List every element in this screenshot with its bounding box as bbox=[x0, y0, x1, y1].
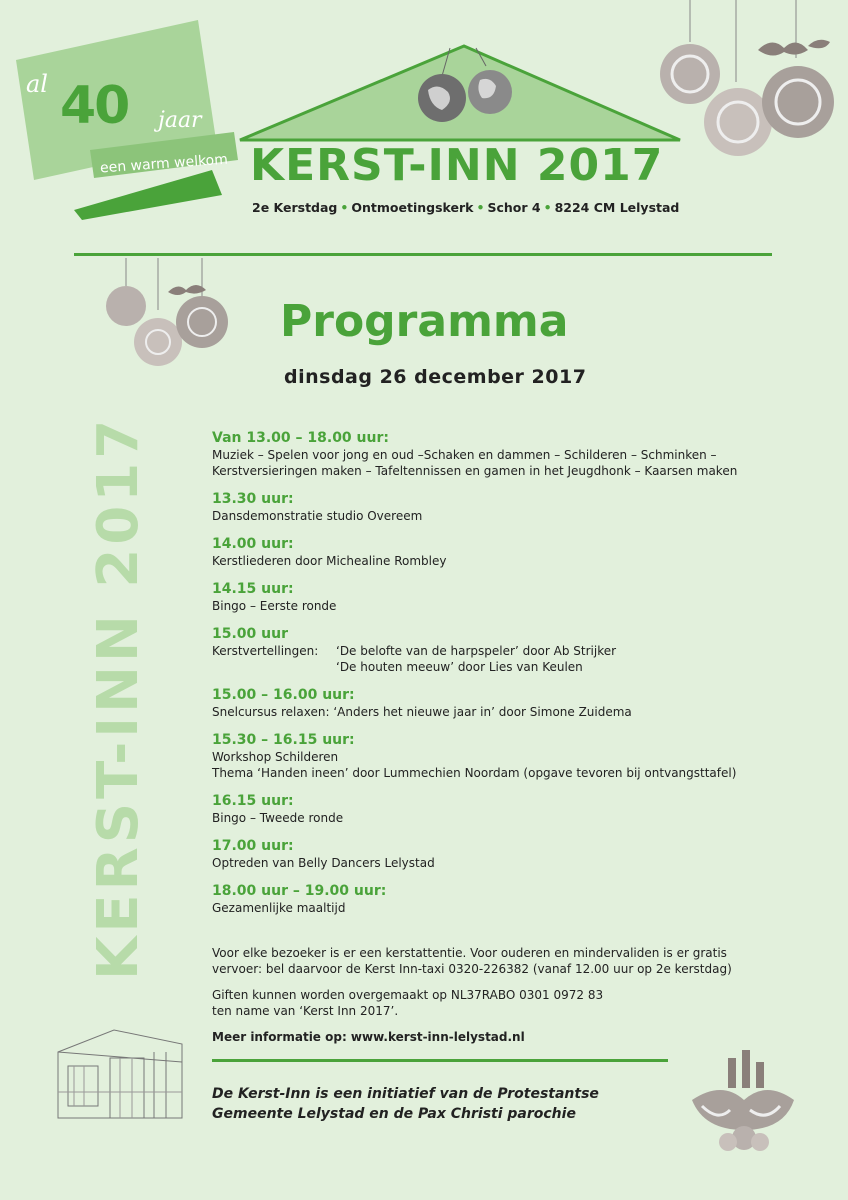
schedule-item bbox=[212, 838, 812, 871]
info-block bbox=[212, 945, 792, 1055]
schedule-line: Dansdemonstratie studio Overeem bbox=[212, 509, 423, 523]
info-attentie bbox=[212, 945, 792, 977]
programma-title: Programma bbox=[280, 296, 569, 347]
info-line: ten name van ‘Kerst Inn 2017’. bbox=[212, 1004, 399, 1018]
schedule-time: Van 13.00 – 18.00 uur: bbox=[212, 430, 389, 446]
anniversary-badge bbox=[12, 20, 242, 220]
schedule-item bbox=[212, 687, 812, 720]
schedule-line: Workshop Schilderen bbox=[212, 750, 339, 764]
schedule-line: Thema ‘Handen ineen’ door Lummechien Noordam (opgave tevoren bij ontvangsttafel) bbox=[212, 766, 737, 780]
footer-note bbox=[212, 1084, 599, 1124]
christmas-ornaments-icon bbox=[658, 0, 838, 170]
schedule-time: 18.00 uur – 19.00 uur: bbox=[212, 883, 387, 899]
schedule-story: ‘De belofte van de harpspeler’ door Ab Strijker bbox=[336, 644, 617, 658]
schedule-item bbox=[212, 581, 812, 614]
bullet-icon: • bbox=[340, 200, 349, 215]
bullet-icon: • bbox=[476, 200, 485, 215]
schedule-item bbox=[212, 883, 812, 916]
schedule-time: 16.15 uur: bbox=[212, 793, 294, 809]
christmas-ornaments-icon bbox=[104, 258, 230, 370]
schedule-label: Kerstvertellingen: bbox=[212, 644, 319, 658]
schedule-line bbox=[212, 643, 812, 659]
schedule-item bbox=[212, 536, 812, 569]
schedule-item bbox=[212, 732, 812, 781]
schedule-line: Gezamenlijke maaltijd bbox=[212, 901, 346, 915]
schedule-line: Optreden van Belly Dancers Lelystad bbox=[212, 856, 435, 870]
event-details bbox=[252, 200, 679, 215]
footer-line: De Kerst-Inn is een initiatief van de Protestantse bbox=[212, 1086, 599, 1102]
schedule-time: 14.15 uur: bbox=[212, 581, 294, 597]
info-giften bbox=[212, 987, 792, 1019]
vertical-title: KERST-INN 2017 bbox=[86, 415, 151, 980]
badge-welkom: een warm welkom bbox=[99, 151, 229, 177]
advent-wreath-icon bbox=[688, 1046, 798, 1158]
schedule-item bbox=[212, 491, 812, 524]
divider-bottom bbox=[212, 1059, 668, 1062]
schedule-line: Bingo – Eerste ronde bbox=[212, 599, 337, 613]
schedule bbox=[212, 430, 812, 928]
badge-number: 40 bbox=[60, 76, 129, 136]
info-line: Giften kunnen worden overgemaakt op NL37RABO 0301 0972 83 bbox=[212, 988, 604, 1002]
info-line: Voor elke bezoeker is er een kerstattentie. Voor ouderen en mindervaliden is er gratis bbox=[212, 946, 727, 960]
schedule-line bbox=[212, 659, 812, 675]
bullet-icon: • bbox=[543, 200, 552, 215]
schedule-item bbox=[212, 626, 812, 675]
schedule-time: 17.00 uur: bbox=[212, 838, 294, 854]
schedule-line: Kerstliederen door Michealine Rombley bbox=[212, 554, 447, 568]
detail-day: 2e Kerstdag bbox=[252, 200, 338, 215]
schedule-line: Kerstversieringen maken – Tafeltennissen en gamen in het Jeugdhonk – Kaarsen maken bbox=[212, 464, 738, 478]
schedule-line: Muziek – Spelen voor jong en oud –Schaken en dammen – Schilderen – Schminken – bbox=[212, 448, 717, 462]
badge-jaar: jaar bbox=[158, 108, 202, 133]
info-line: vervoer: bel daarvoor de Kerst Inn-taxi 0320-226382 (vanaf 12.00 uur op 2e kerstdag) bbox=[212, 962, 732, 976]
schedule-time: 15.00 – 16.00 uur: bbox=[212, 687, 355, 703]
roof-graphic bbox=[236, 40, 684, 146]
schedule-time: 15.30 – 16.15 uur: bbox=[212, 732, 355, 748]
schedule-item bbox=[212, 430, 812, 479]
divider-top bbox=[74, 253, 772, 256]
footer-line: Gemeente Lelystad en de Pax Christi parochie bbox=[212, 1106, 576, 1122]
church-building-icon bbox=[54, 1022, 186, 1122]
detail-street: Schor 4 bbox=[487, 200, 541, 215]
detail-city: 8224 CM Lelystad bbox=[554, 200, 680, 215]
schedule-line: Snelcursus relaxen: ‘Anders het nieuwe jaar in’ door Simone Zuidema bbox=[212, 705, 632, 719]
schedule-item bbox=[212, 793, 812, 826]
programma-date: dinsdag 26 december 2017 bbox=[284, 366, 587, 388]
badge-al: al bbox=[26, 70, 48, 98]
page-title: KERST-INN 2017 bbox=[250, 140, 664, 191]
schedule-time: 14.00 uur: bbox=[212, 536, 294, 552]
schedule-story: ‘De houten meeuw’ door Lies van Keulen bbox=[336, 660, 583, 674]
info-link[interactable]: Meer informatie op: www.kerst-inn-lelystad.nl bbox=[212, 1030, 525, 1044]
schedule-time: 13.30 uur: bbox=[212, 491, 294, 507]
schedule-line: Bingo – Tweede ronde bbox=[212, 811, 344, 825]
schedule-time: 15.00 uur bbox=[212, 626, 288, 642]
detail-church: Ontmoetingskerk bbox=[351, 200, 474, 215]
